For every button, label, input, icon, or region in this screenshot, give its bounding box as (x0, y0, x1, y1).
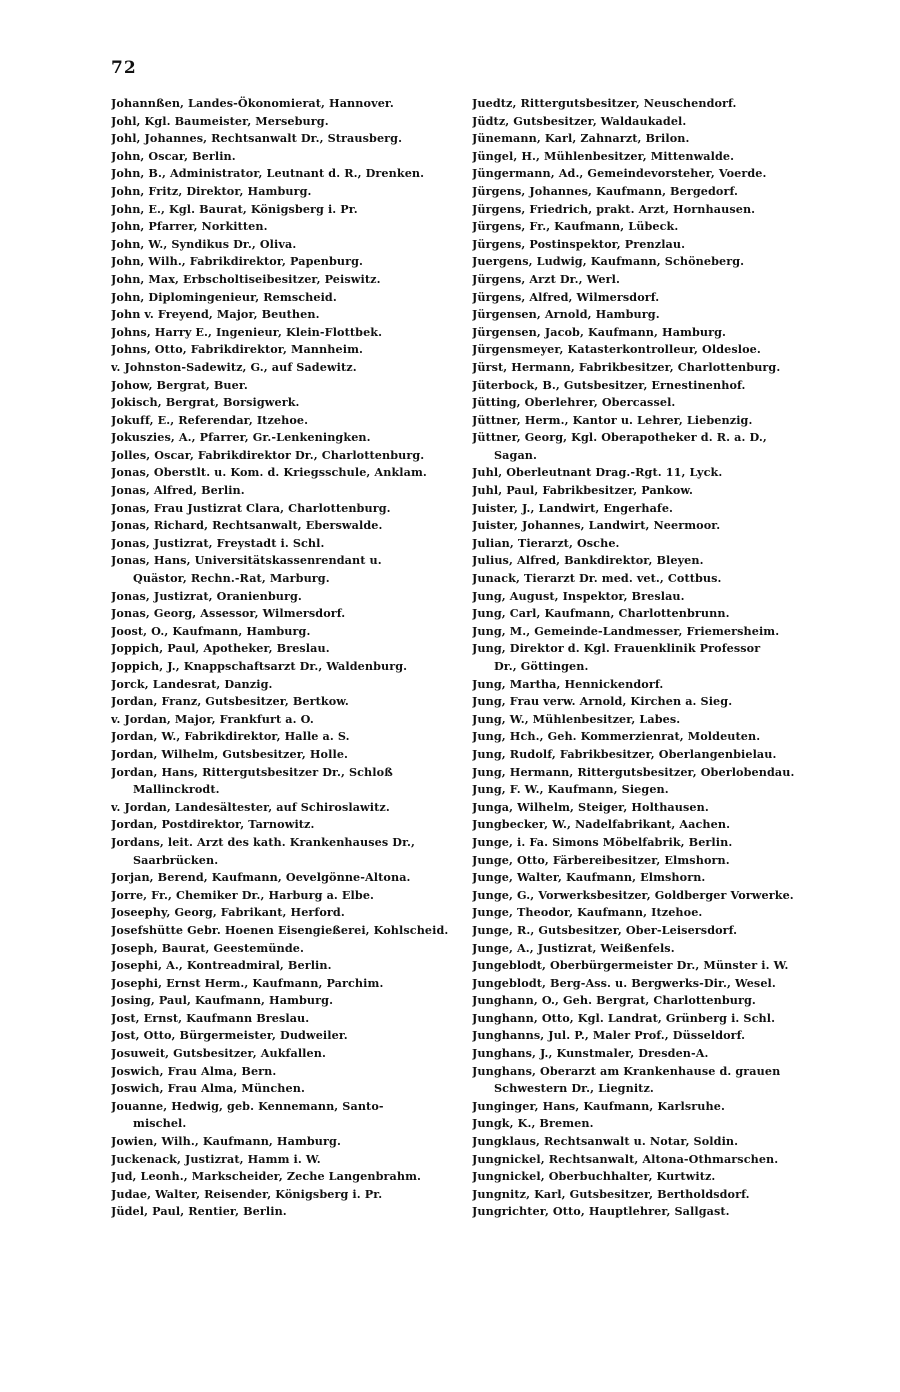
entry-line: Jürgens, Johannes, Kaufmann, Bergedorf. (472, 183, 738, 198)
entry-line: Jordan, W., Fabrikdirektor, Halle a. S. (111, 729, 350, 744)
entry-line: Joswich, Frau Alma, München. (111, 1081, 305, 1096)
entry-line: Julian, Tierarzt, Osche. (472, 535, 620, 550)
entry-line: Josuweit, Gutsbesitzer, Aukfallen. (111, 1046, 326, 1061)
entry-line: v. Jordan, Landesältester, auf Schiroslawitz. (111, 799, 390, 814)
directory-entry (111, 113, 461, 131)
directory-entry (111, 799, 461, 817)
directory-entry (472, 341, 822, 359)
directory-entry (472, 324, 822, 342)
entry-line: Jung, F. W., Kaufmann, Siegen. (472, 782, 669, 797)
entry-line: Jost, Ernst, Kaufmann Breslau. (111, 1010, 310, 1025)
directory-entry (111, 500, 461, 518)
entry-line: Josing, Paul, Kaufmann, Hamburg. (111, 993, 334, 1008)
directory-entry (111, 992, 461, 1010)
entry-line: Juhl, Oberleutnant Drag.-Rgt. 11, Lyck. (472, 465, 723, 480)
entry-line: Jonas, Oberstlt. u. Kom. d. Kriegsschule, Anklam. (111, 465, 427, 480)
entry-line: Jütting, Oberlehrer, Obercassel. (472, 395, 676, 410)
entry-line: Jonas, Frau Justizrat Clara, Charlottenburg. (111, 500, 391, 515)
entry-line: Jordan, Hans, Rittergutsbesitzer Dr., Schloß (111, 764, 393, 779)
directory-entry (472, 394, 822, 412)
directory-entry (111, 623, 461, 641)
directory-entry (111, 289, 461, 307)
entry-line: Junge, G., Vorwerksbesitzer, Goldberger Vorwerke. (472, 887, 794, 902)
entry-line: Junge, R., Gutsbesitzer, Ober-Leisersdorf. (472, 922, 738, 937)
entry-line: Jungklaus, Rechtsanwalt u. Notar, Soldin. (472, 1134, 739, 1149)
directory-entry (111, 1168, 461, 1186)
entry-line: Jürgens, Friedrich, prakt. Arzt, Hornhausen. (472, 201, 756, 216)
entry-line: Junge, A., Justizrat, Weißenfels. (472, 940, 675, 955)
entry-line: Jung, Martha, Hennickendorf. (472, 676, 664, 691)
directory-entry (111, 253, 461, 271)
directory-entry (111, 130, 461, 148)
directory-entry (111, 183, 461, 201)
entry-line: Jonas, Hans, Universitätskassenrendant u. (111, 553, 382, 568)
entry-line: Jordans, leit. Arzt des kath. Krankenhauses Dr., (111, 834, 416, 849)
entry-line: Jungk, K., Bremen. (472, 1116, 594, 1131)
entry-continuation: Schwestern Dr., Liegnitz. (494, 1081, 654, 1096)
directory-entry (472, 570, 822, 588)
directory-entry (472, 1045, 822, 1063)
entry-line: Junge, i. Fa. Simons Möbelfabrik, Berlin. (472, 834, 733, 849)
directory-entry (472, 904, 822, 922)
entry-line: Jürgens, Alfred, Wilmersdorf. (472, 289, 660, 304)
directory-entry (111, 394, 461, 412)
directory-entry (472, 1027, 822, 1045)
directory-entry (111, 605, 461, 623)
directory-entry (111, 957, 461, 975)
entry-line: Juister, Johannes, Landwirt, Neermoor. (472, 518, 721, 533)
entry-line: v. Johnston-Sadewitz, G., auf Sadewitz. (111, 359, 357, 374)
directory-entry (111, 165, 461, 183)
entry-continuation: Dr., Göttingen. (494, 659, 589, 673)
directory-entry (472, 500, 822, 518)
entry-line: Joseph, Baurat, Geestemünde. (111, 940, 304, 955)
directory-entry (111, 904, 461, 922)
entry-line: Joseephy, Georg, Fabrikant, Herford. (111, 905, 345, 920)
directory-entry (111, 764, 461, 799)
directory-entry (111, 746, 461, 764)
entry-line: Johow, Bergrat, Buer. (111, 377, 248, 392)
entry-line: Junghanns, Jul. P., Maler Prof., Düsseldorf. (472, 1028, 746, 1043)
directory-entry (472, 1186, 822, 1204)
entry-line: Jungeblodt, Oberbürgermeister Dr., Münster i. W. (472, 958, 789, 973)
directory-entry (111, 940, 461, 958)
directory-entry (111, 816, 461, 834)
directory-entry (472, 130, 822, 148)
entry-line: Jung, Hermann, Rittergutsbesitzer, Oberlobendau. (472, 764, 795, 779)
entry-line: John, B., Administrator, Leutnant d. R., Drenken. (111, 166, 425, 181)
directory-entry (472, 834, 822, 852)
directory-entry (472, 1010, 822, 1028)
directory-entry (472, 992, 822, 1010)
directory-entry (111, 324, 461, 342)
directory-entry (111, 201, 461, 219)
entry-line: Jung, Direktor d. Kgl. Frauenklinik Professor (472, 641, 761, 656)
directory-entry (111, 640, 461, 658)
entry-line: Jüttner, Georg, Kgl. Oberapotheker d. R. a. D., (472, 430, 767, 445)
entry-line: Junge, Walter, Kaufmann, Elmshorn. (472, 870, 706, 885)
directory-entry (111, 517, 461, 535)
entry-line: Jung, M., Gemeinde-Landmesser, Friemersheim. (472, 623, 780, 638)
directory-entry (472, 377, 822, 395)
entry-line: Josefshütte Gebr. Hoenen Eisengießerei, Kohlscheid. (111, 922, 449, 937)
directory-entry (472, 676, 822, 694)
entry-line: Judae, Walter, Reisender, Königsberg i. Pr. (111, 1186, 383, 1201)
directory-entry (472, 588, 822, 606)
entry-line: Joppich, J., Knappschaftsarzt Dr., Waldenburg. (111, 659, 408, 673)
entry-line: John, Max, Erbscholtiseibesitzer, Peiswitz. (111, 271, 381, 286)
directory-entry (472, 940, 822, 958)
directory-entry (111, 887, 461, 905)
directory-entry (472, 95, 822, 113)
page-number: 72 (111, 58, 137, 78)
entry-line: Jonas, Georg, Assessor, Wilmersdorf. (111, 606, 346, 621)
entry-line: Jungnickel, Rechtsanwalt, Altona-Othmarschen. (472, 1151, 779, 1166)
directory-entry (472, 412, 822, 430)
entry-line: Jürgensen, Jacob, Kaufmann, Hamburg. (472, 324, 727, 339)
entry-line: Jonas, Justizrat, Oranienburg. (111, 588, 302, 603)
left-column (111, 95, 461, 1221)
entry-line: Jung, August, Inspektor, Breslau. (472, 588, 685, 603)
entry-continuation: Mallinckrodt. (133, 782, 220, 797)
right-column (472, 95, 822, 1221)
directory-entry (472, 711, 822, 729)
entry-line: Jorjan, Berend, Kaufmann, Oevelgönne-Altona. (111, 870, 411, 885)
directory-entry (111, 447, 461, 465)
directory-entry (111, 1186, 461, 1204)
entry-line: Junghans, Oberarzt am Krankenhause d. grauen (472, 1063, 781, 1078)
entry-line: Jung, Rudolf, Fabrikbesitzer, Oberlangenbielau. (472, 746, 777, 761)
directory-entry (111, 218, 461, 236)
entry-line: Jürgensen, Arnold, Hamburg. (472, 307, 660, 322)
directory-entry (472, 464, 822, 482)
directory-entry (111, 1133, 461, 1151)
entry-line: Junghans, J., Kunstmaler, Dresden-A. (472, 1046, 709, 1061)
directory-entry (111, 377, 461, 395)
entry-line: Jordan, Wilhelm, Gutsbesitzer, Holle. (111, 746, 349, 761)
directory-entry (472, 183, 822, 201)
entry-line: Junghann, O., Geh. Bergrat, Charlottenburg. (472, 993, 756, 1008)
directory-entry (472, 535, 822, 553)
directory-entry (111, 693, 461, 711)
directory-entry (111, 306, 461, 324)
entry-line: Joswich, Frau Alma, Bern. (111, 1063, 277, 1078)
directory-entry (472, 799, 822, 817)
entry-line: Jordan, Postdirektor, Tarnowitz. (111, 817, 315, 832)
directory-entry (472, 306, 822, 324)
directory-entry (111, 1063, 461, 1081)
entry-line: Johns, Harry E., Ingenieur, Klein-Flottbek. (111, 324, 383, 339)
entry-line: Joppich, Paul, Apotheker, Breslau. (111, 641, 330, 656)
entry-line: Jonas, Justizrat, Freystadt i. Schl. (111, 535, 325, 550)
directory-entry (472, 1063, 822, 1098)
entry-line: Jung, Carl, Kaufmann, Charlottenbrunn. (472, 606, 730, 621)
entry-line: Johl, Johannes, Rechtsanwalt Dr., Strausberg. (111, 131, 403, 146)
directory-entry (472, 957, 822, 975)
entry-line: Jonas, Richard, Rechtsanwalt, Eberswalde. (111, 518, 383, 533)
entry-line: Jung, W., Mühlenbesitzer, Labes. (472, 711, 681, 726)
entry-line: Jost, Otto, Bürgermeister, Dudweiler. (111, 1028, 348, 1043)
directory-entry (111, 711, 461, 729)
entry-line: Junga, Wilhelm, Steiger, Holthausen. (472, 799, 709, 814)
directory-entry (472, 253, 822, 271)
entry-continuation: Sagan. (494, 447, 538, 462)
entry-line: John, Diplomingenieur, Remscheid. (111, 289, 337, 304)
directory-entry (472, 605, 822, 623)
directory-entry (111, 412, 461, 430)
entry-line: Jung, Frau verw. Arnold, Kirchen a. Sieg. (472, 694, 733, 709)
entry-line: Juister, J., Landwirt, Engerhafe. (472, 500, 674, 515)
entry-line: Junginger, Hans, Kaufmann, Karlsruhe. (472, 1098, 725, 1113)
directory-entry (472, 271, 822, 289)
entry-line: Jungeblodt, Berg-Ass. u. Bergwerks-Dir., Wesel. (472, 975, 776, 990)
entry-line: Jüterbock, B., Gutsbesitzer, Ernestinenhof. (472, 377, 746, 392)
directory-entry (111, 1203, 461, 1221)
entry-line: Jorck, Landesrat, Danzig. (111, 676, 273, 691)
directory-entry (472, 887, 822, 905)
entry-line: Joost, O., Kaufmann, Hamburg. (111, 623, 311, 638)
directory-entry (111, 1027, 461, 1045)
entry-line: Johannßen, Landes-Ökonomierat, Hannover. (111, 96, 394, 110)
directory-entry (111, 1098, 461, 1133)
entry-line: John, W., Syndikus Dr., Oliva. (111, 236, 297, 251)
directory-entry (472, 482, 822, 500)
entry-continuation: Quästor, Rechn.-Rat, Marburg. (133, 571, 330, 586)
directory-entry (472, 148, 822, 166)
entry-line: John, Oscar, Berlin. (111, 148, 236, 163)
entry-line: Jürgensmeyer, Katasterkontrolleur, Oldesloe. (472, 342, 761, 357)
directory-entry (472, 781, 822, 799)
directory-entry (111, 658, 461, 676)
entry-line: Jung, Hch., Geh. Kommerzienrat, Moldeuten. (472, 729, 761, 744)
directory-entry (472, 289, 822, 307)
directory-entry (472, 869, 822, 887)
directory-entry (472, 1151, 822, 1169)
entry-line: Jüngermann, Ad., Gemeindevorsteher, Voerde. (472, 166, 767, 181)
entry-line: Jordan, Franz, Gutsbesitzer, Bertkow. (111, 694, 349, 709)
directory-entry (111, 869, 461, 887)
directory-entry (472, 975, 822, 993)
entry-line: Jürgens, Postinspektor, Prenzlau. (472, 236, 686, 251)
entry-line: Jünemann, Karl, Zahnarzt, Brilon. (472, 131, 690, 146)
directory-entry (472, 816, 822, 834)
directory-entry (472, 1168, 822, 1186)
directory-entry (111, 464, 461, 482)
entry-line: Jokisch, Bergrat, Borsigwerk. (111, 395, 300, 410)
entry-line: Josephi, A., Kontreadmiral, Berlin. (111, 958, 332, 973)
directory-entry (472, 359, 822, 377)
directory-entry (111, 834, 461, 869)
entry-line: Jungnickel, Oberbuchhalter, Kurtwitz. (472, 1169, 716, 1184)
directory-entry (472, 1133, 822, 1151)
directory-entry (472, 764, 822, 782)
directory-entry (111, 728, 461, 746)
directory-entry (472, 201, 822, 219)
entry-line: Junack, Tierarzt Dr. med. vet., Cottbus. (472, 571, 722, 586)
directory-entry (111, 975, 461, 993)
directory-entry (472, 922, 822, 940)
entry-line: John, E., Kgl. Baurat, Königsberg i. Pr. (111, 201, 358, 216)
directory-entry (472, 113, 822, 131)
directory-entry (472, 728, 822, 746)
entry-line: Juergens, Ludwig, Kaufmann, Schöneberg. (472, 254, 745, 269)
entry-continuation: Saarbrücken. (133, 852, 219, 867)
entry-line: Jüdtz, Gutsbesitzer, Waldaukadel. (472, 113, 687, 128)
entry-line: Jolles, Oscar, Fabrikdirektor Dr., Charlottenburg. (111, 447, 425, 462)
directory-entry (111, 271, 461, 289)
entry-line: Juckenack, Justizrat, Hamm i. W. (111, 1151, 321, 1166)
directory-entry (111, 1045, 461, 1063)
directory-entry (111, 429, 461, 447)
directory-entry (472, 218, 822, 236)
entry-line: v. Jordan, Major, Frankfurt a. O. (111, 711, 314, 726)
entry-line: Johns, Otto, Fabrikdirektor, Mannheim. (111, 342, 364, 357)
entry-line: Jokuff, E., Referendar, Itzehoe. (111, 412, 309, 427)
entry-line: Jungrichter, Otto, Hauptlehrer, Sallgast. (472, 1204, 730, 1219)
entry-line: Jouanne, Hedwig, geb. Kennemann, Santo- (111, 1098, 384, 1113)
entry-line: Jorre, Fr., Chemiker Dr., Harburg a. Elbe. (111, 887, 375, 902)
directory-entry (472, 165, 822, 183)
directory-entry (472, 236, 822, 254)
entry-line: John, Pfarrer, Norkitten. (111, 219, 268, 234)
directory-entry (472, 552, 822, 570)
directory-entry (472, 746, 822, 764)
entry-line: Jüdel, Paul, Rentier, Berlin. (111, 1204, 287, 1219)
directory-entry (111, 341, 461, 359)
entry-line: Josephi, Ernst Herm., Kaufmann, Parchim. (111, 975, 384, 990)
entry-line: John v. Freyend, Major, Beuthen. (111, 307, 320, 322)
entry-continuation: mischel. (133, 1116, 187, 1131)
directory-entry (472, 1203, 822, 1221)
directory-entry (111, 359, 461, 377)
entry-line: Jungbecker, W., Nadelfabrikant, Aachen. (472, 817, 731, 832)
directory-entry (472, 623, 822, 641)
directory-entry (472, 1115, 822, 1133)
entry-line: Jud, Leonh., Markscheider, Zeche Langenbrahm. (111, 1169, 422, 1184)
directory-entry (111, 1151, 461, 1169)
entry-line: Julius, Alfred, Bankdirektor, Bleyen. (472, 553, 704, 568)
directory-entry (111, 552, 461, 587)
entry-line: Junghann, Otto, Kgl. Landrat, Grünberg i. Schl. (472, 1010, 776, 1025)
entry-line: Johl, Kgl. Baumeister, Merseburg. (111, 113, 329, 128)
directory-entry (472, 1098, 822, 1116)
entry-line: Junge, Theodor, Kaufmann, Itzehoe. (472, 905, 703, 920)
entry-line: Jürgens, Fr., Kaufmann, Lübeck. (472, 219, 679, 234)
entry-line: Jowien, Wilh., Kaufmann, Hamburg. (111, 1134, 341, 1149)
entry-line: Jürst, Hermann, Fabrikbesitzer, Charlottenburg. (472, 359, 781, 374)
entry-line: Jüngel, H., Mühlenbesitzer, Mittenwalde. (472, 148, 735, 163)
entry-line: Jungnitz, Karl, Gutsbesitzer, Bertholdsdorf. (472, 1186, 750, 1201)
entry-line: Junge, Otto, Färbereibesitzer, Elmshorn. (472, 852, 730, 867)
directory-entry (111, 236, 461, 254)
directory-entry (472, 429, 822, 464)
entry-line: Jokuszies, A., Pfarrer, Gr.-Lenkeningken. (111, 430, 371, 445)
directory-entry (111, 588, 461, 606)
directory-entry (472, 852, 822, 870)
entry-line: John, Wilh., Fabrikdirektor, Papenburg. (111, 254, 364, 269)
directory-entry (111, 676, 461, 694)
entry-line: John, Fritz, Direktor, Hamburg. (111, 183, 312, 198)
directory-entry (111, 535, 461, 553)
directory-entry (111, 482, 461, 500)
directory-entry (472, 517, 822, 535)
entry-line: Juhl, Paul, Fabrikbesitzer, Pankow. (472, 483, 694, 498)
entry-line: Jonas, Alfred, Berlin. (111, 483, 245, 498)
directory-entry (472, 640, 822, 675)
directory-entry (111, 1010, 461, 1028)
directory-entry (111, 148, 461, 166)
entry-line: Jüttner, Herm., Kantor u. Lehrer, Liebenzig. (472, 412, 753, 427)
directory-entry (111, 95, 461, 113)
entry-line: Juedtz, Rittergutsbesitzer, Neuschendorf. (472, 96, 737, 110)
directory-entry (472, 693, 822, 711)
directory-entry (111, 922, 461, 940)
directory-entry (111, 1080, 461, 1098)
entry-line: Jürgens, Arzt Dr., Werl. (472, 271, 620, 286)
